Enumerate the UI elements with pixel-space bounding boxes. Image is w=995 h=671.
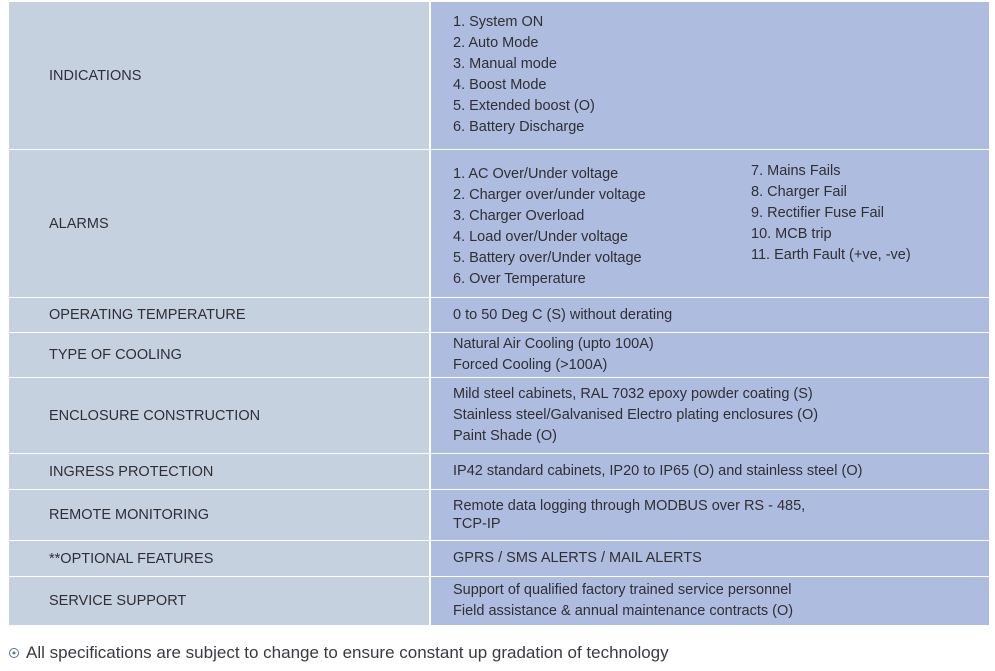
spec-row-type-of-cooling <box>9 333 989 378</box>
spec-label-text: SERVICE SUPPORT <box>49 593 187 609</box>
spec-value-text: Support of qualified factory trained service personnel <box>453 582 792 598</box>
spec-row-ingress-protection <box>9 454 989 490</box>
circle-bullet-icon <box>9 648 19 658</box>
spec-row-operating-temperature <box>9 298 989 333</box>
spec-label-alarms <box>9 150 431 297</box>
spec-row-enclosure-construction <box>9 378 989 454</box>
alarm-item: 8. Charger Fail <box>751 184 847 200</box>
alarm-item: 10. MCB trip <box>751 226 832 242</box>
alarm-item: 9. Rectifier Fuse Fail <box>751 205 884 221</box>
spec-label-text: INGRESS PROTECTION <box>49 463 214 480</box>
spec-value-text: 0 to 50 Deg C (S) without derating <box>453 306 673 323</box>
indication-item: 4. Boost Mode <box>453 77 547 93</box>
spec-value-alarms <box>431 150 989 297</box>
indication-item: 2. Auto Mode <box>453 35 539 51</box>
spec-value-text: Remote data logging through MODBUS over RS - 485, <box>453 498 806 514</box>
spec-label-text: ALARMS <box>49 215 109 232</box>
indication-item: 5. Extended boost (O) <box>453 98 595 114</box>
spec-label-text: REMOTE MONITORING <box>49 507 210 523</box>
alarm-item: 5. Battery over/Under voltage <box>453 250 642 266</box>
spec-label-text: ENCLOSURE CONSTRUCTION <box>49 407 261 424</box>
spec-value-text: TCP-IP <box>453 516 501 532</box>
spec-label-text: OPERATING TEMPERATURE <box>49 307 246 323</box>
alarm-item: 2. Charger over/under voltage <box>453 187 646 203</box>
spec-value-operating-temperature <box>431 298 989 332</box>
spec-row-optional-features <box>9 541 989 577</box>
spec-value-text: Stainless steel/Galvanised Electro plating enclosures (O) <box>453 407 819 423</box>
spec-row-alarms <box>9 150 989 298</box>
spec-value-type-of-cooling <box>431 333 989 377</box>
spec-label-service-support <box>9 577 431 625</box>
spec-value-text: Field assistance & annual maintenance contracts (O) <box>453 603 794 619</box>
spec-value-indications <box>431 2 989 149</box>
spec-value-text: Paint Shade (O) <box>453 428 557 444</box>
indication-item: 6. Battery Discharge <box>453 119 585 135</box>
alarm-item: 4. Load over/Under voltage <box>453 229 628 245</box>
footnote <box>9 643 669 663</box>
indication-item: 3. Manual mode <box>453 56 557 72</box>
spec-label-remote-monitoring <box>9 490 431 540</box>
spec-value-ingress-protection <box>431 454 989 489</box>
spec-value-text: GPRS / SMS ALERTS / MAIL ALERTS <box>453 550 702 566</box>
alarm-item: 3. Charger Overload <box>453 208 585 224</box>
alarm-item: 11. Earth Fault (+ve, -ve) <box>751 247 911 263</box>
spec-label-operating-temperature <box>9 298 431 332</box>
alarm-item: 6. Over Temperature <box>453 271 586 287</box>
spec-label-text: **OPTIONAL FEATURES <box>49 550 214 567</box>
spec-value-service-support <box>431 577 989 625</box>
alarm-item: 1. AC Over/Under voltage <box>453 166 619 182</box>
spec-row-remote-monitoring <box>9 490 989 541</box>
spec-table <box>9 2 989 625</box>
spec-value-remote-monitoring <box>431 490 989 540</box>
spec-value-text: Natural Air Cooling (upto 100A) <box>453 336 654 352</box>
spec-label-type-of-cooling <box>9 333 431 377</box>
spec-value-text: Mild steel cabinets, RAL 7032 epoxy powder coating (S) <box>453 386 813 402</box>
spec-label-enclosure-construction <box>9 378 431 453</box>
alarm-item: 7. Mains Fails <box>751 163 841 179</box>
footnote-text: All specifications are subject to change to ensure constant up gradation of technology <box>26 643 669 662</box>
spec-label-optional-features <box>9 541 431 576</box>
spec-value-optional-features <box>431 541 989 576</box>
spec-value-enclosure-construction <box>431 378 989 453</box>
spec-row-service-support <box>9 577 989 625</box>
spec-value-text: IP42 standard cabinets, IP20 to IP65 (O) and stainless steel (O) <box>453 463 863 479</box>
spec-label-ingress-protection <box>9 454 431 489</box>
spec-label-text: INDICATIONS <box>49 67 142 84</box>
spec-row-indications <box>9 2 989 150</box>
spec-label-indications <box>9 2 431 149</box>
spec-value-text: Forced Cooling (>100A) <box>453 357 608 373</box>
indication-item: 1. System ON <box>453 14 544 30</box>
spec-label-text: TYPE OF COOLING <box>49 347 182 363</box>
